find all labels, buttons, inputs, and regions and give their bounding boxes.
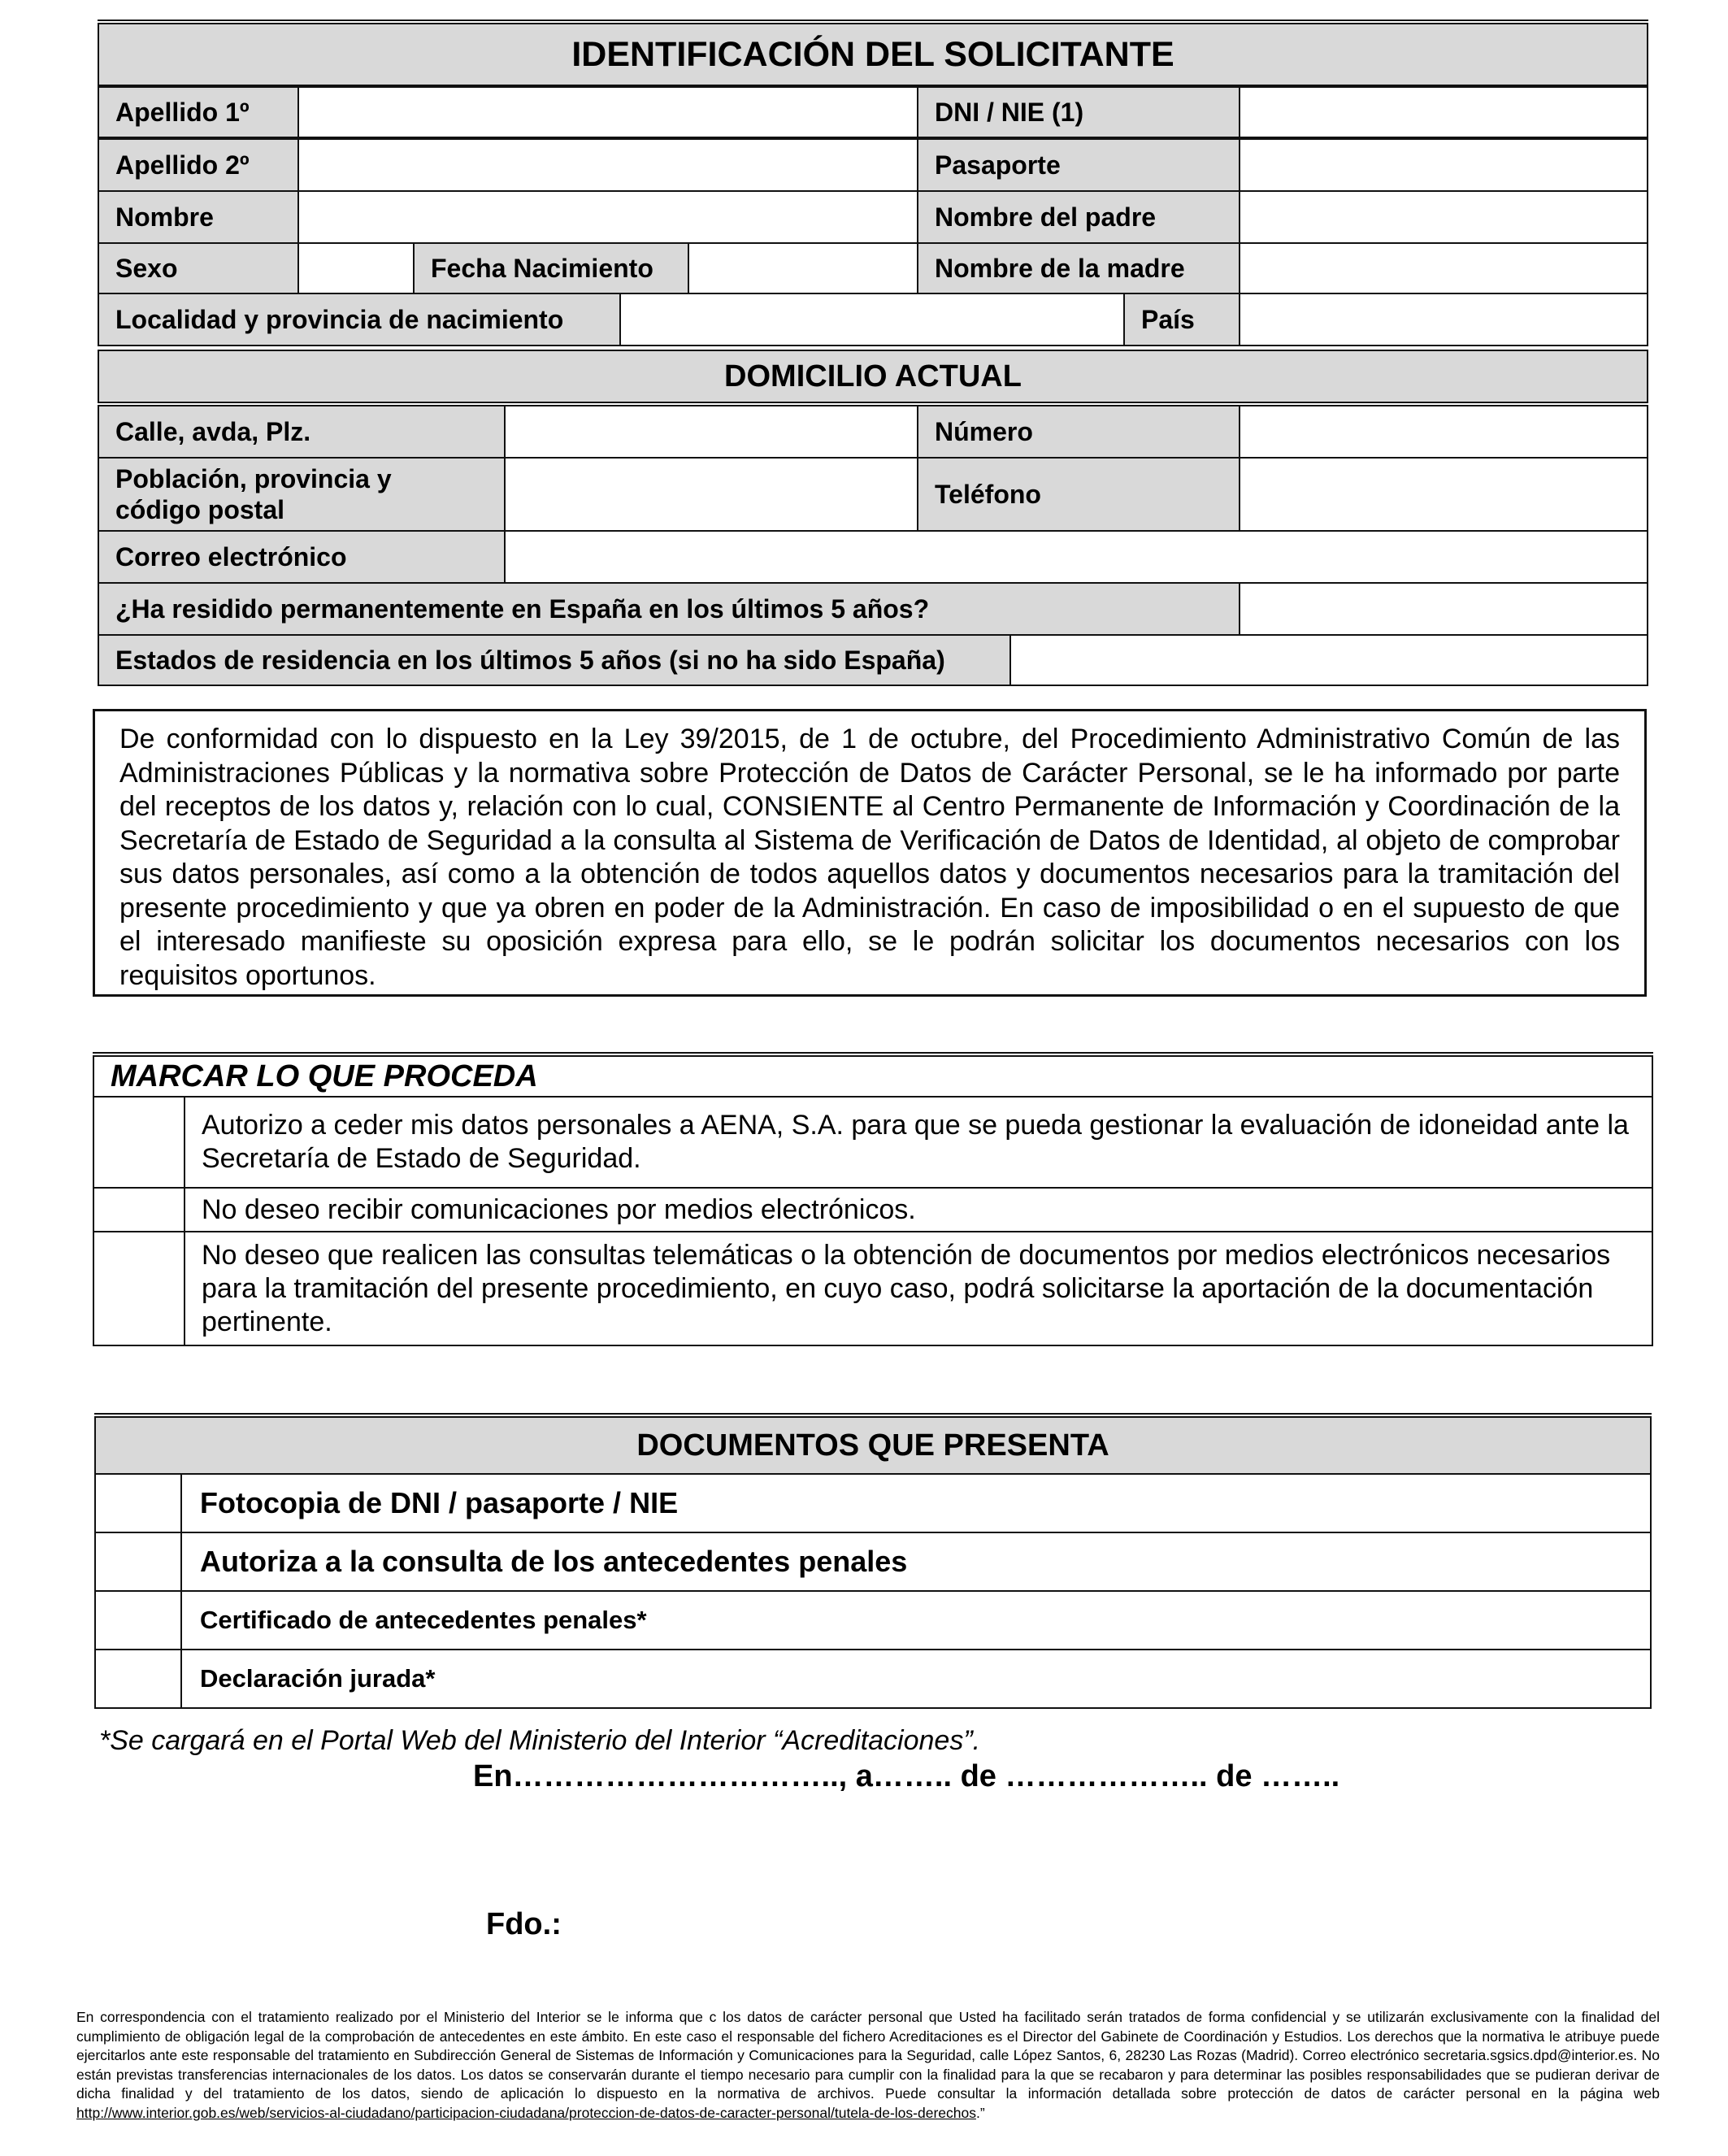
marcar-top-rule <box>93 1052 1653 1054</box>
pasaporte-field[interactable] <box>1239 138 1648 192</box>
calle-field[interactable] <box>504 405 918 459</box>
documentos-top-rule <box>94 1413 1652 1415</box>
option-label: Autorizo a ceder mis datos personales a AENA, S.A. para que se pueda gestionar la evaluación de idoneidad ante la Secretaría de Estado de Seguridad. <box>184 1096 1653 1189</box>
privacy-text: En correspondencia con el tratamiento realizado por el Ministerio del Interior se le informa que c los datos de carácter personal que Usted ha facilitado serán tratados de forma confidencial y se utilizarán exclusivamente con la finalidad del cumplimiento de obligación legal de la comprobación de antecedentes en este ámbito. En este caso el responsable del fichero Acreditaciones es el Director del Gabinete de Coordinación y Estudios. Los derechos que la normativa le atribuye puede ejercitarlos ante este responsable del tratamiento en Subdirección General de Sistemas de Información y Comunicaciones para la Seguridad, calle López Santos, 6, 28230 Las Rozas (Madrid). Correo electrónico secretaria.sgsics.dpd@interior.es. No están previstas transferencias internacionales de los datos. Los datos se conservarán durante el tiempo necesario para cumplir con la finalidad para la que se recabaron y para determinar las posibles responsabilidades que se pudieran derivar de dicha finalidad y del tratamiento de los datos, siendo de aplicación lo dispuesto en la normativa de archivos. Puede consultar la información detallada sobre protección de datos de carácter personal en la página web <box>76 2009 1660 2102</box>
apellido2-label: Apellido 2º <box>98 138 299 192</box>
upload-note: *Se cargará en el Portal Web del Ministerio del Interior “Acreditaciones”. <box>99 1725 981 1756</box>
nombre-label: Nombre <box>98 190 299 244</box>
sexo-field[interactable] <box>297 242 415 294</box>
telefono-label: Teléfono <box>917 457 1240 532</box>
apellido1-field[interactable] <box>297 86 918 138</box>
top-rule <box>98 20 1648 21</box>
pasaporte-label: Pasaporte <box>917 138 1240 192</box>
estados-label: Estados de residencia en los últimos 5 años (si no ha sido España) <box>98 634 1011 686</box>
documentos-title: DOCUMENTOS QUE PRESENTA <box>636 1428 1109 1463</box>
residido-field[interactable] <box>1239 582 1648 636</box>
documentos-header <box>94 1416 1652 1475</box>
option-checkbox[interactable] <box>93 1096 185 1189</box>
localidad-field[interactable] <box>619 293 1125 346</box>
estados-field[interactable] <box>1009 634 1648 686</box>
document-checkbox[interactable] <box>94 1532 182 1592</box>
document-checkbox[interactable] <box>94 1590 182 1650</box>
poblacion-label: Población, provincia y código postal <box>98 457 506 532</box>
numero-label: Número <box>917 405 1240 459</box>
consent-text: De conformidad con lo dispuesto en la Ley 39/2015, de 1 de octubre, del Procedimiento Administrativo Común de las Administraciones Públicas y la normativa sobre Protección de Datos de Carácter Personal, se le ha informado por parte del receptos de los datos y, relación con lo cual, CONSIENTE al Centro Permanente de Información y Coordinación de la Secretaría de Estado de Seguridad a la consulta al Sistema de Verificación de Datos de Identidad, al objeto de comprobar sus datos personales, así como a la obtención de todos aquellos datos y documentos necesarios para la tramitación del presente procedimiento y que ya obren en poder de la Administración. En caso de imposibilidad o en el supuesto de que el interesado manifieste su oposición expresa para ello, se le podrán solicitar los documentos necesarios con los requisitos oportunos. <box>119 724 1620 991</box>
signature-label: Fdo.: <box>486 1907 562 1941</box>
identificacion-title: IDENTIFICACIÓN DEL SOLICITANTE <box>571 34 1174 74</box>
apellido2-field[interactable] <box>297 138 918 192</box>
poblacion-field[interactable] <box>504 457 918 532</box>
document-checkbox[interactable] <box>94 1649 182 1709</box>
document-checkbox[interactable] <box>94 1473 182 1533</box>
place-date-line: En………………………….., a…….. de ……………….. de …….. <box>473 1759 1340 1793</box>
document-label: Autoriza a la consulta de los antecedentes penales <box>180 1532 1652 1592</box>
privacy-link[interactable]: http://www.interior.gob.es/web/servicios-al-ciudadano/participacion-ciudadana/proteccion-de-datos-de-caracter-personal/tutela-de-los-derechos <box>76 2104 976 2121</box>
dni-label: DNI / NIE (1) <box>917 86 1240 138</box>
option-label: No deseo que realicen las consultas telemáticas o la obtención de documentos por medios electrónicos necesarios para la tramitación del presente procedimiento, en cuyo caso, podrá solicitarse la aportación de la documentación pertinente. <box>184 1231 1653 1346</box>
pais-label: País <box>1123 293 1240 346</box>
nombre-madre-label: Nombre de la madre <box>917 242 1240 294</box>
calle-label: Calle, avda, Plz. <box>98 405 506 459</box>
numero-field[interactable] <box>1239 405 1648 459</box>
option-label: No deseo recibir comunicaciones por medios electrónicos. <box>184 1187 1653 1232</box>
residido-label: ¿Ha residido permanentemente en España en los últimos 5 años? <box>98 582 1240 636</box>
document-label: Declaración jurada* <box>180 1649 1652 1709</box>
fecha-nacimiento-field[interactable] <box>688 242 918 294</box>
nombre-padre-field[interactable] <box>1239 190 1648 244</box>
nombre-field[interactable] <box>297 190 918 244</box>
domicilio-title: DOMICILIO ACTUAL <box>724 359 1022 393</box>
nombre-madre-field[interactable] <box>1239 242 1648 294</box>
apellido1-label: Apellido 1º <box>98 86 299 138</box>
option-checkbox[interactable] <box>93 1187 185 1232</box>
marcar-header <box>93 1055 1653 1098</box>
document-label: Certificado de antecedentes penales* <box>180 1590 1652 1650</box>
sexo-label: Sexo <box>98 242 299 294</box>
localidad-label: Localidad y provincia de nacimiento <box>98 293 621 346</box>
correo-field[interactable] <box>504 530 1648 584</box>
identificacion-header <box>98 23 1648 86</box>
privacy-text-end: .” <box>975 2104 985 2121</box>
option-checkbox[interactable] <box>93 1231 185 1346</box>
consent-box <box>93 709 1647 997</box>
correo-label: Correo electrónico <box>98 530 506 584</box>
telefono-field[interactable] <box>1239 457 1648 532</box>
fecha-nacimiento-label: Fecha Nacimiento <box>413 242 689 294</box>
dni-field[interactable] <box>1239 86 1648 138</box>
pais-field[interactable] <box>1239 293 1648 346</box>
domicilio-header <box>98 350 1648 403</box>
nombre-padre-label: Nombre del padre <box>917 190 1240 244</box>
privacy-footer <box>76 2008 1660 2123</box>
document-label: Fotocopia de DNI / pasaporte / NIE <box>180 1473 1652 1533</box>
marcar-title: MARCAR LO QUE PROCEDA <box>111 1058 538 1093</box>
